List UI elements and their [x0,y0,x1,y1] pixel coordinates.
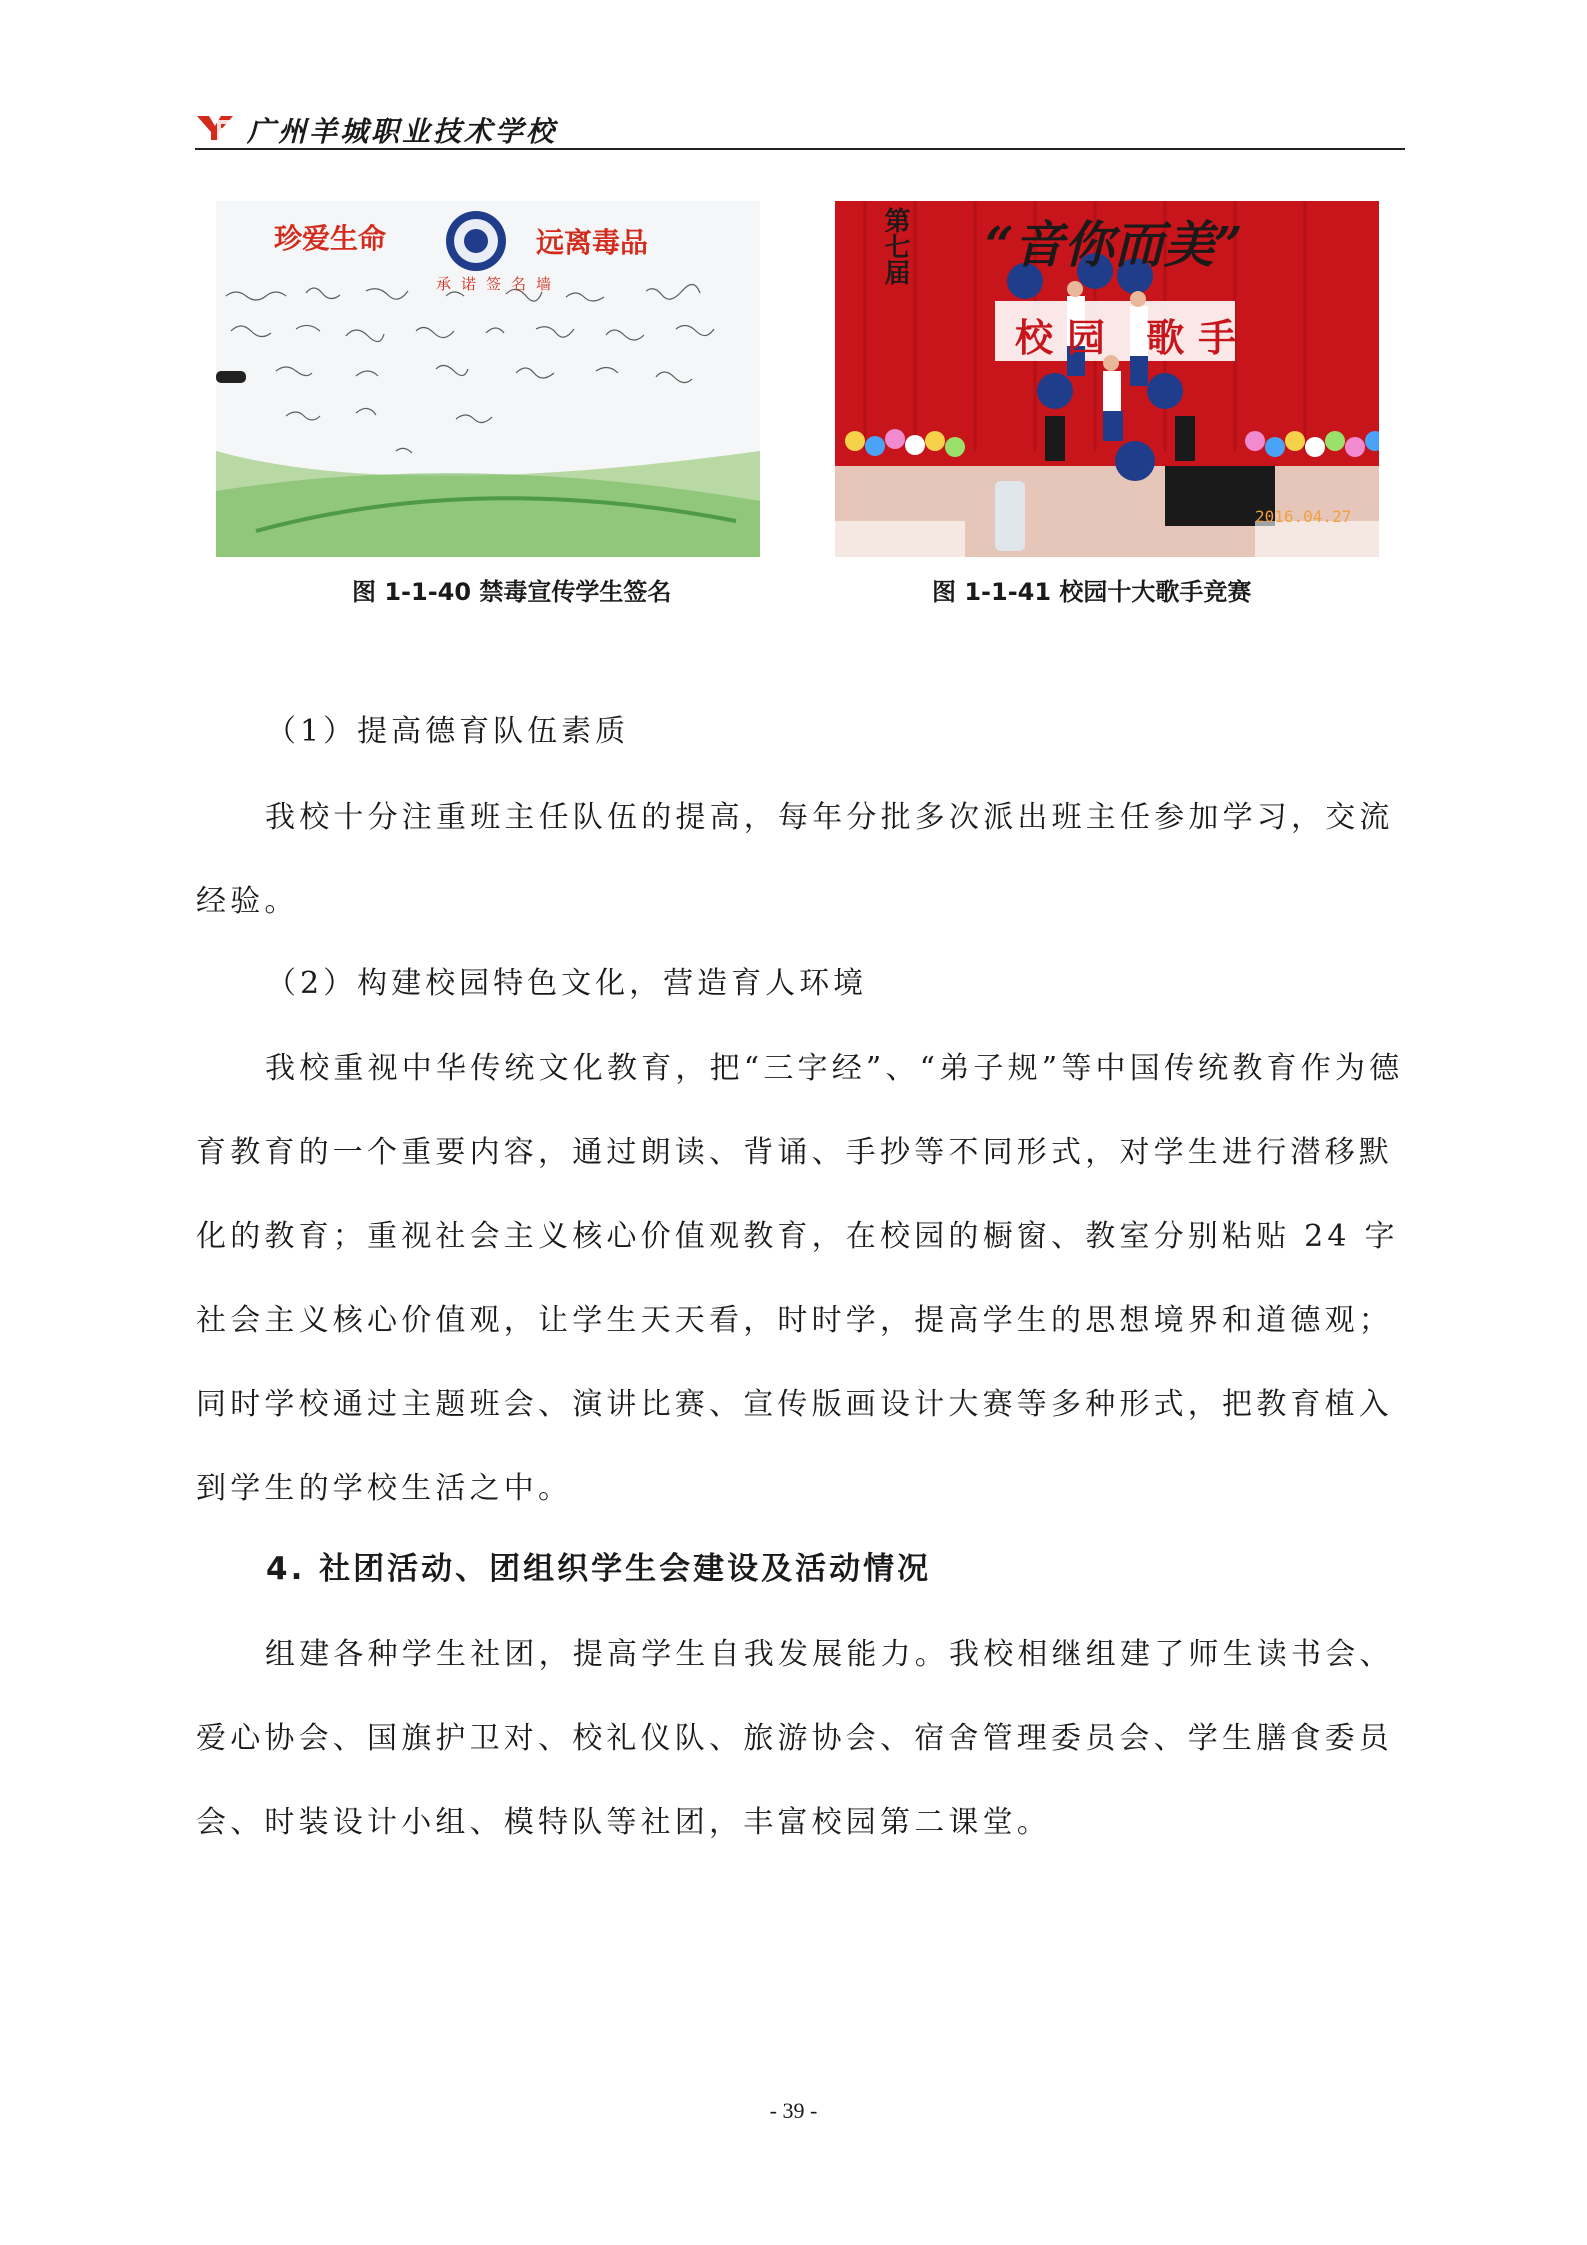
paragraph [196,776,1406,944]
section-heading-bold: 4. 社团活动、团组织学生会建设及活动情况 [266,1551,932,1587]
banner-subtitle: 校园 歌手 [1015,315,1251,360]
school-name: 广州羊城职业技术学校 [247,115,558,148]
section-heading: （2）构建校园特色文化，营造育人环境 [266,966,868,1001]
banner-edition: 第七届 [880,207,910,285]
paragraph [196,1027,1406,1531]
section-heading: （1）提高德育队伍素质 [266,714,630,749]
school-logo-icon [195,112,235,142]
photo-anti-drug-signature-wall [216,201,760,557]
header-divider [195,148,1405,150]
board-title-left: 珍爱生命 [274,222,387,255]
page-header [195,108,1405,150]
page-number: - 39 - [769,2098,818,2123]
photo-singing-contest-stage [835,201,1379,557]
board-subtitle: 承诺签名墙 [436,275,562,293]
paragraph-text: 我校重视中华传统文化教育，把“三字经”、“弟子规”等中国传统教育作为德育教育的一个重要内容，通过朗读、背诵、手抄等不同形式，对学生进行潜移默化的教育；重视社会主义核心价值观教育，在校园的橱窗、教室分别粘贴 24 字社会主义核心价值观，让学生天天看，时时学，提高学生的思想境界和道德观；同时学校通过主题班会、演讲比赛、宣传版画设计大赛等多种形式，把教育植入到学生的学校生活之中。 [196,1051,1404,1506]
figure-caption: 图 1-1-40 禁毒宣传学生签名 [352,578,672,606]
paragraph [196,1613,1406,1865]
photo-date-stamp: 2016.04.27 [1255,507,1352,526]
figure-caption: 图 1-1-41 校园十大歌手竞赛 [932,578,1252,606]
paragraph-text: 我校十分注重班主任队伍的提高，每年分批多次派出班主任参加学习，交流经验。 [196,800,1394,919]
paragraph-text: 组建各种学生社团，提高学生自我发展能力。我校相继组建了师生读书会、爱心协会、国旗护卫对、校礼仪队、旅游协会、宿舍管理委员会、学生膳食委员会、时装设计小组、模特队等社团，丰富校园第二课堂。 [196,1637,1394,1840]
board-title-right: 远离毒品 [536,226,649,259]
banner-title: “音你而美” [985,215,1243,274]
